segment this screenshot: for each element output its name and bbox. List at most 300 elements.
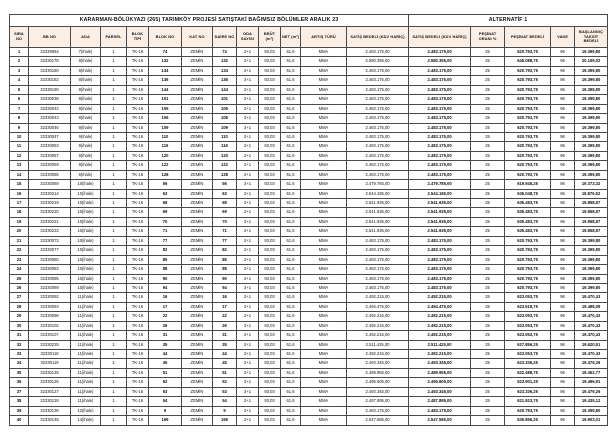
table-row — [10, 387, 608, 396]
table-cell: 19.399,80 — [575, 265, 608, 274]
table-cell: 620.793,75 — [505, 236, 551, 245]
column-header[interactable]: PEŞİNAT BEDELİ — [505, 27, 551, 48]
table-cell: 96 — [551, 283, 575, 292]
table-cell: 10(ihale) — [71, 246, 101, 255]
row-index-cell: 21 — [10, 236, 29, 245]
table-cell: 620.793,75 — [505, 123, 551, 132]
table-cell: MMA — [301, 161, 347, 170]
table-cell: 61,6 — [281, 397, 301, 406]
table-cell: 25 — [471, 340, 505, 349]
table-cell: 2.483.175,00 — [347, 265, 409, 274]
table-cell: 9(ihale) — [71, 142, 101, 151]
table-cell: 1 — [101, 283, 127, 292]
table-cell: 1 — [101, 378, 127, 387]
table-cell: 11(ihale) — [71, 340, 101, 349]
table-cell: 2.544.195,00 — [347, 189, 409, 198]
row-index-cell: 7 — [10, 104, 29, 113]
table-cell: 2+1 — [237, 142, 259, 151]
column-header[interactable]: BLOK TİPİ — [127, 27, 149, 48]
table-cell: 2.492.215,00 — [409, 293, 471, 302]
table-cell: 19.373,32 — [575, 180, 608, 189]
table-row — [10, 85, 608, 94]
table-cell: 2.483.175,00 — [409, 406, 471, 415]
row-index-cell: 19 — [10, 217, 29, 226]
column-header[interactable]: SATIŞ BEDELİ (KDV HARİÇ) — [347, 27, 409, 48]
table-row — [10, 331, 608, 340]
table-cell: 2.492.215,00 — [409, 350, 471, 359]
table-cell: 623.053,75 — [505, 321, 551, 330]
table-cell: 32330046 — [29, 123, 71, 132]
table-cell: 620.793,75 — [505, 161, 551, 170]
row-index-cell: 28 — [10, 302, 29, 311]
table-cell: 96 — [551, 95, 575, 104]
table-cell: 61,6 — [281, 368, 301, 377]
table-cell: ZEMİN — [182, 95, 213, 104]
table-cell: 19.479,26 — [575, 359, 608, 368]
table-cell: 106 — [213, 114, 237, 123]
column-header[interactable]: BB NO — [29, 27, 71, 48]
table-cell: 93,03 — [259, 406, 281, 415]
table-cell: 93,03 — [259, 387, 281, 396]
table-cell: MMA — [301, 142, 347, 151]
table-cell: 2+1 — [237, 340, 259, 349]
table-cell: 2.495.605,00 — [347, 378, 409, 387]
table-cell: 19.399,80 — [575, 161, 608, 170]
table-cell: 96 — [551, 227, 575, 236]
table-cell: 109 — [149, 123, 182, 132]
table-cell: 19.858,87 — [575, 208, 608, 217]
table-cell: MMA — [301, 114, 347, 123]
column-header[interactable]: BRÜT (m²) — [259, 27, 281, 48]
table-cell: 620.793,75 — [505, 246, 551, 255]
table-cell: 19.399,80 — [575, 406, 608, 415]
column-header[interactable]: ARTIŞ TÜRÜ — [301, 27, 347, 48]
table-cell: 627.856,25 — [505, 340, 551, 349]
table-cell: 32330178 — [29, 57, 71, 66]
table-cell: 25 — [471, 208, 505, 217]
table-cell: 2.493.345,00 — [347, 359, 409, 368]
table-cell: 105 — [213, 104, 237, 113]
table-cell: 1 — [101, 161, 127, 170]
table-cell: MMA — [301, 217, 347, 226]
table-cell: 2+1 — [237, 217, 259, 226]
table-cell: 56 — [213, 180, 237, 189]
table-cell: 2.547.585,00 — [347, 416, 409, 425]
table-cell: 25 — [471, 368, 505, 377]
table-row — [10, 123, 608, 132]
column-header[interactable]: PARSEL — [101, 27, 127, 48]
table-cell: 19.858,87 — [575, 217, 608, 226]
table-cell: 96 — [551, 416, 575, 425]
table-row — [10, 199, 608, 208]
table-cell: ZEMİN — [182, 283, 213, 292]
row-index-cell: 23 — [10, 255, 29, 264]
table-cell: 32330047 — [29, 132, 71, 141]
table-cell: 11(ihale) — [71, 397, 101, 406]
table-cell: 1 — [101, 66, 127, 75]
table-cell: 32330136 — [29, 406, 71, 415]
row-index-cell: 3 — [10, 66, 29, 75]
table-cell: 2.483.175,00 — [409, 123, 471, 132]
table-cell: 93,03 — [259, 321, 281, 330]
table-cell: 10(ihale) — [71, 227, 101, 236]
table-cell: 32330222 — [29, 227, 71, 236]
table-cell: 93,03 — [259, 170, 281, 179]
table-cell: 32329964 — [29, 48, 71, 57]
table-cell: 93,03 — [259, 368, 281, 377]
column-header[interactable]: VADE — [551, 27, 575, 48]
table-cell: 32330225 — [29, 340, 71, 349]
table-cell: 93,03 — [259, 359, 281, 368]
table-cell: ZEMİN — [182, 321, 213, 330]
table-cell: 32330214 — [29, 189, 71, 198]
table-cell: 19.399,80 — [575, 274, 608, 283]
table-row — [10, 321, 608, 330]
table-cell: 32330077 — [29, 246, 71, 255]
table-cell: 1 — [101, 350, 127, 359]
table-cell: 2.483.175,00 — [347, 76, 409, 85]
table-cell: 2.479.785,00 — [409, 180, 471, 189]
column-header[interactable]: NET (m²) — [281, 27, 301, 48]
table-cell: 93,03 — [259, 180, 281, 189]
table-cell: TK-16 — [127, 104, 149, 113]
table-cell: MMA — [301, 236, 347, 245]
table-cell: 2+1 — [237, 189, 259, 198]
table-cell: TK-16 — [127, 283, 149, 292]
table-cell: MMA — [301, 350, 347, 359]
table-cell: 61,6 — [281, 265, 301, 274]
table-cell: 169 — [149, 416, 182, 425]
table-cell: 2.483.175,00 — [409, 283, 471, 292]
table-cell: 14(ihale) — [71, 416, 101, 425]
table-cell: 2.483.175,00 — [409, 132, 471, 141]
table-cell: 136 — [149, 76, 182, 85]
table-cell: 134 — [149, 66, 182, 75]
table-cell: 25 — [471, 199, 505, 208]
row-index-cell: 40 — [10, 416, 29, 425]
table-cell: TK-16 — [127, 123, 149, 132]
table-cell: 96 — [551, 114, 575, 123]
table-cell: 93,03 — [259, 227, 281, 236]
table-cell: 19.399,80 — [575, 104, 608, 113]
pricing-table — [9, 14, 608, 426]
table-cell: 619.946,25 — [505, 180, 551, 189]
table-cell: 11(ihale) — [71, 321, 101, 330]
table-cell: 2.483.175,00 — [409, 265, 471, 274]
table-cell: 2.483.175,00 — [347, 274, 409, 283]
table-cell: 1 — [101, 85, 127, 94]
table-row — [10, 236, 608, 245]
column-header[interactable]: ADA — [71, 27, 101, 48]
table-cell: 620.793,75 — [505, 48, 551, 57]
table-cell: 32330118 — [29, 350, 71, 359]
table-cell: 19.399,80 — [575, 123, 608, 132]
table-cell: 2.489.955,00 — [347, 368, 409, 377]
row-index-cell: 26 — [10, 283, 29, 292]
table-cell: 17 — [213, 302, 237, 311]
table-cell: 32330220 — [29, 208, 71, 217]
table-cell: 32330053 — [29, 142, 71, 151]
table-cell: 2.492.215,00 — [347, 331, 409, 340]
table-cell: 61,6 — [281, 255, 301, 264]
table-cell: 2+1 — [237, 199, 259, 208]
table-cell: 25 — [471, 359, 505, 368]
table-cell: 623.336,25 — [505, 359, 551, 368]
table-cell: 622.488,75 — [505, 368, 551, 377]
table-cell: 96 — [551, 340, 575, 349]
table-cell: 19.399,80 — [575, 170, 608, 179]
table-cell: 19.399,80 — [575, 76, 608, 85]
table-cell: 32330093 — [29, 302, 71, 311]
table-cell: 25 — [471, 170, 505, 179]
table-cell: 2.483.175,00 — [347, 132, 409, 141]
table-cell: MMA — [301, 293, 347, 302]
table-cell: 11(ihale) — [71, 359, 101, 368]
table-cell: 2+1 — [237, 368, 259, 377]
table-cell: 2.541.935,00 — [409, 217, 471, 226]
table-cell: TK-16 — [127, 170, 149, 179]
table-cell: 61,6 — [281, 170, 301, 179]
table-cell: 68 — [213, 199, 237, 208]
table-cell: 623.336,25 — [505, 387, 551, 396]
table-cell: 25 — [471, 132, 505, 141]
table-cell: 7(ihale) — [71, 48, 101, 57]
table-cell: 19.876,52 — [575, 189, 608, 198]
table-cell: TK-16 — [127, 208, 149, 217]
table-cell: 61,6 — [281, 321, 301, 330]
table-cell: 45 — [149, 359, 182, 368]
table-cell: 61,6 — [281, 331, 301, 340]
table-cell: 16 — [213, 293, 237, 302]
table-cell: 25 — [471, 180, 505, 189]
table-cell: 61,6 — [281, 208, 301, 217]
table-cell: 2.483.175,00 — [347, 161, 409, 170]
table-cell: 25 — [471, 236, 505, 245]
table-cell: 2+1 — [237, 397, 259, 406]
table-cell: 61,6 — [281, 416, 301, 425]
table-cell: 25 — [471, 293, 505, 302]
row-index-cell: 31 — [10, 331, 29, 340]
table-cell: 96 — [551, 142, 575, 151]
table-cell: ZEMİN — [182, 236, 213, 245]
table-cell: 19.399,80 — [575, 85, 608, 94]
table-cell: TK-16 — [127, 302, 149, 311]
table-cell: MMA — [301, 151, 347, 160]
table-cell: 96 — [551, 208, 575, 217]
table-cell: 2.483.175,00 — [347, 406, 409, 415]
table-cell: 623.618,75 — [505, 302, 551, 311]
table-cell: 71 — [149, 227, 182, 236]
row-index-cell: 38 — [10, 397, 29, 406]
table-cell: 77 — [213, 236, 237, 245]
table-cell: 2.483.175,00 — [409, 151, 471, 160]
table-cell: 11(ihale) — [71, 368, 101, 377]
table-cell: 1 — [101, 293, 127, 302]
row-index-cell: 8 — [10, 114, 29, 123]
table-cell: 19.488,09 — [575, 302, 608, 311]
table-cell: 2+1 — [237, 57, 259, 66]
table-cell: 2.492.215,00 — [409, 331, 471, 340]
column-header[interactable]: DAİRE NO — [213, 27, 237, 48]
table-cell: 10(ihale) — [71, 265, 101, 274]
table-cell: 96 — [551, 123, 575, 132]
column-header[interactable]: KAT NO — [182, 27, 213, 48]
table-row — [10, 312, 608, 321]
table-cell: ZEMİN — [182, 416, 213, 425]
table-cell: TK-16 — [127, 312, 149, 321]
table-cell: 61,6 — [281, 123, 301, 132]
row-index-cell: 32 — [10, 340, 29, 349]
table-cell: 106 — [149, 114, 182, 123]
table-cell: 620.793,75 — [505, 85, 551, 94]
table-cell: 8(ihale) — [71, 85, 101, 94]
table-cell: 61,6 — [281, 161, 301, 170]
table-cell: 35 — [213, 340, 237, 349]
table-cell: ZEMİN — [182, 368, 213, 377]
table-cell: MMA — [301, 180, 347, 189]
row-index-cell: 20 — [10, 227, 29, 236]
table-cell: 52 — [149, 378, 182, 387]
table-cell: 61,6 — [281, 293, 301, 302]
table-cell: 144 — [213, 85, 237, 94]
table-cell: 2+1 — [237, 66, 259, 75]
table-cell: 32330069 — [29, 180, 71, 189]
table-cell: 61,6 — [281, 48, 301, 57]
table-cell: MMA — [301, 66, 347, 75]
table-cell: 2.483.175,00 — [347, 170, 409, 179]
table-cell: 61,6 — [281, 85, 301, 94]
column-header[interactable]: SATIŞ BEDELİ (KDV HARİÇ) — [409, 27, 471, 48]
table-cell: 32330119 — [29, 359, 71, 368]
table-cell: 2.580.355,00 — [409, 57, 471, 66]
table-cell: ZEMİN — [182, 114, 213, 123]
table-cell: 61,6 — [281, 302, 301, 311]
table-cell: 96 — [551, 312, 575, 321]
table-cell: 19.399,80 — [575, 246, 608, 255]
table-cell: TK-16 — [127, 387, 149, 396]
table-cell: 2.483.175,00 — [409, 236, 471, 245]
table-cell: 32330083 — [29, 265, 71, 274]
table-cell: 2.483.175,00 — [347, 95, 409, 104]
table-cell: 2.487.895,00 — [409, 397, 471, 406]
table-cell: 2.511.425,00 — [347, 340, 409, 349]
table-cell: 85 — [149, 255, 182, 264]
table-cell: 110 — [149, 132, 182, 141]
table-cell: 20.159,02 — [575, 57, 608, 66]
table-cell: TK-16 — [127, 151, 149, 160]
table-cell: TK-16 — [127, 293, 149, 302]
table-row — [10, 95, 608, 104]
table-cell: 32330221 — [29, 217, 71, 226]
table-cell: ZEMİN — [182, 350, 213, 359]
column-header[interactable]: BLOK NO — [149, 27, 182, 48]
table-row — [10, 76, 608, 85]
table-cell: 1 — [101, 132, 127, 141]
table-cell: 1 — [101, 397, 127, 406]
table-cell: ZEMİN — [182, 132, 213, 141]
table-cell: 96 — [551, 359, 575, 368]
table-cell: 2+1 — [237, 76, 259, 85]
table-row — [10, 57, 608, 66]
table-cell: 61,6 — [281, 236, 301, 245]
table-cell: 9(ihale) — [71, 161, 101, 170]
table-cell: TK-16 — [127, 95, 149, 104]
table-cell: 25 — [471, 283, 505, 292]
table-cell: MMA — [301, 274, 347, 283]
table-cell: 623.053,75 — [505, 331, 551, 340]
table-cell: TK-16 — [127, 114, 149, 123]
table-cell: 32330092 — [29, 293, 71, 302]
table-cell: 93,03 — [259, 312, 281, 321]
table-cell: MMA — [301, 406, 347, 415]
table-cell: MMA — [301, 283, 347, 292]
table-cell: 25 — [471, 227, 505, 236]
column-header[interactable]: ODA SAYISI — [237, 27, 259, 48]
table-cell: 96 — [551, 189, 575, 198]
table-cell: 9(ihale) — [71, 114, 101, 123]
table-cell: 623.053,75 — [505, 293, 551, 302]
column-header[interactable]: PEŞİNAT ORANI % — [471, 27, 505, 48]
table-cell: 25 — [471, 331, 505, 340]
table-cell: 11(ihale) — [71, 302, 101, 311]
row-index-cell: 17 — [10, 199, 29, 208]
table-row — [10, 246, 608, 255]
table-cell: MMA — [301, 246, 347, 255]
column-header[interactable]: BAŞLANGIÇ TAKSİT BEDELİ — [575, 27, 608, 48]
table-cell: 19.620,51 — [575, 340, 608, 349]
row-index-cell: 15 — [10, 180, 29, 189]
table-row — [10, 368, 608, 377]
table-cell: 26 — [149, 321, 182, 330]
table-cell: MMA — [301, 57, 347, 66]
table-cell: 1 — [101, 321, 127, 330]
table-cell: 2.483.175,00 — [409, 66, 471, 75]
table-cell: 96 — [551, 246, 575, 255]
column-header[interactable]: SIRA NO — [10, 27, 29, 48]
table-cell: 1 — [101, 255, 127, 264]
table-cell: 70 — [149, 217, 182, 226]
table-cell: 9(ihale) — [71, 104, 101, 113]
table-cell: MMA — [301, 312, 347, 321]
table-cell: 9(ihale) — [71, 123, 101, 132]
table-cell: 52 — [213, 378, 237, 387]
table-cell: 2.492.215,00 — [347, 293, 409, 302]
table-cell: 2.483.175,00 — [409, 104, 471, 113]
table-cell: 61,6 — [281, 283, 301, 292]
table-cell: TK-16 — [127, 397, 149, 406]
row-index-cell: 16 — [10, 189, 29, 198]
table-cell: 2+1 — [237, 227, 259, 236]
table-cell: 93,03 — [259, 95, 281, 104]
table-cell: ZEMİN — [182, 331, 213, 340]
table-cell: 1 — [101, 387, 127, 396]
table-cell: 11(ihale) — [71, 387, 101, 396]
table-cell: 8(ihale) — [71, 57, 101, 66]
table-cell: 9(ihale) — [71, 132, 101, 141]
table-row — [10, 114, 608, 123]
table-cell: 61,6 — [281, 340, 301, 349]
table-row — [10, 397, 608, 406]
table-cell: TK-16 — [127, 255, 149, 264]
table-cell: 32330102 — [29, 321, 71, 330]
table-cell: 96 — [551, 104, 575, 113]
table-cell: MMA — [301, 123, 347, 132]
table-cell: 93,03 — [259, 104, 281, 113]
table-row — [10, 142, 608, 151]
table-cell: 61,6 — [281, 189, 301, 198]
table-cell: 96 — [551, 321, 575, 330]
table-cell: 93,03 — [259, 217, 281, 226]
